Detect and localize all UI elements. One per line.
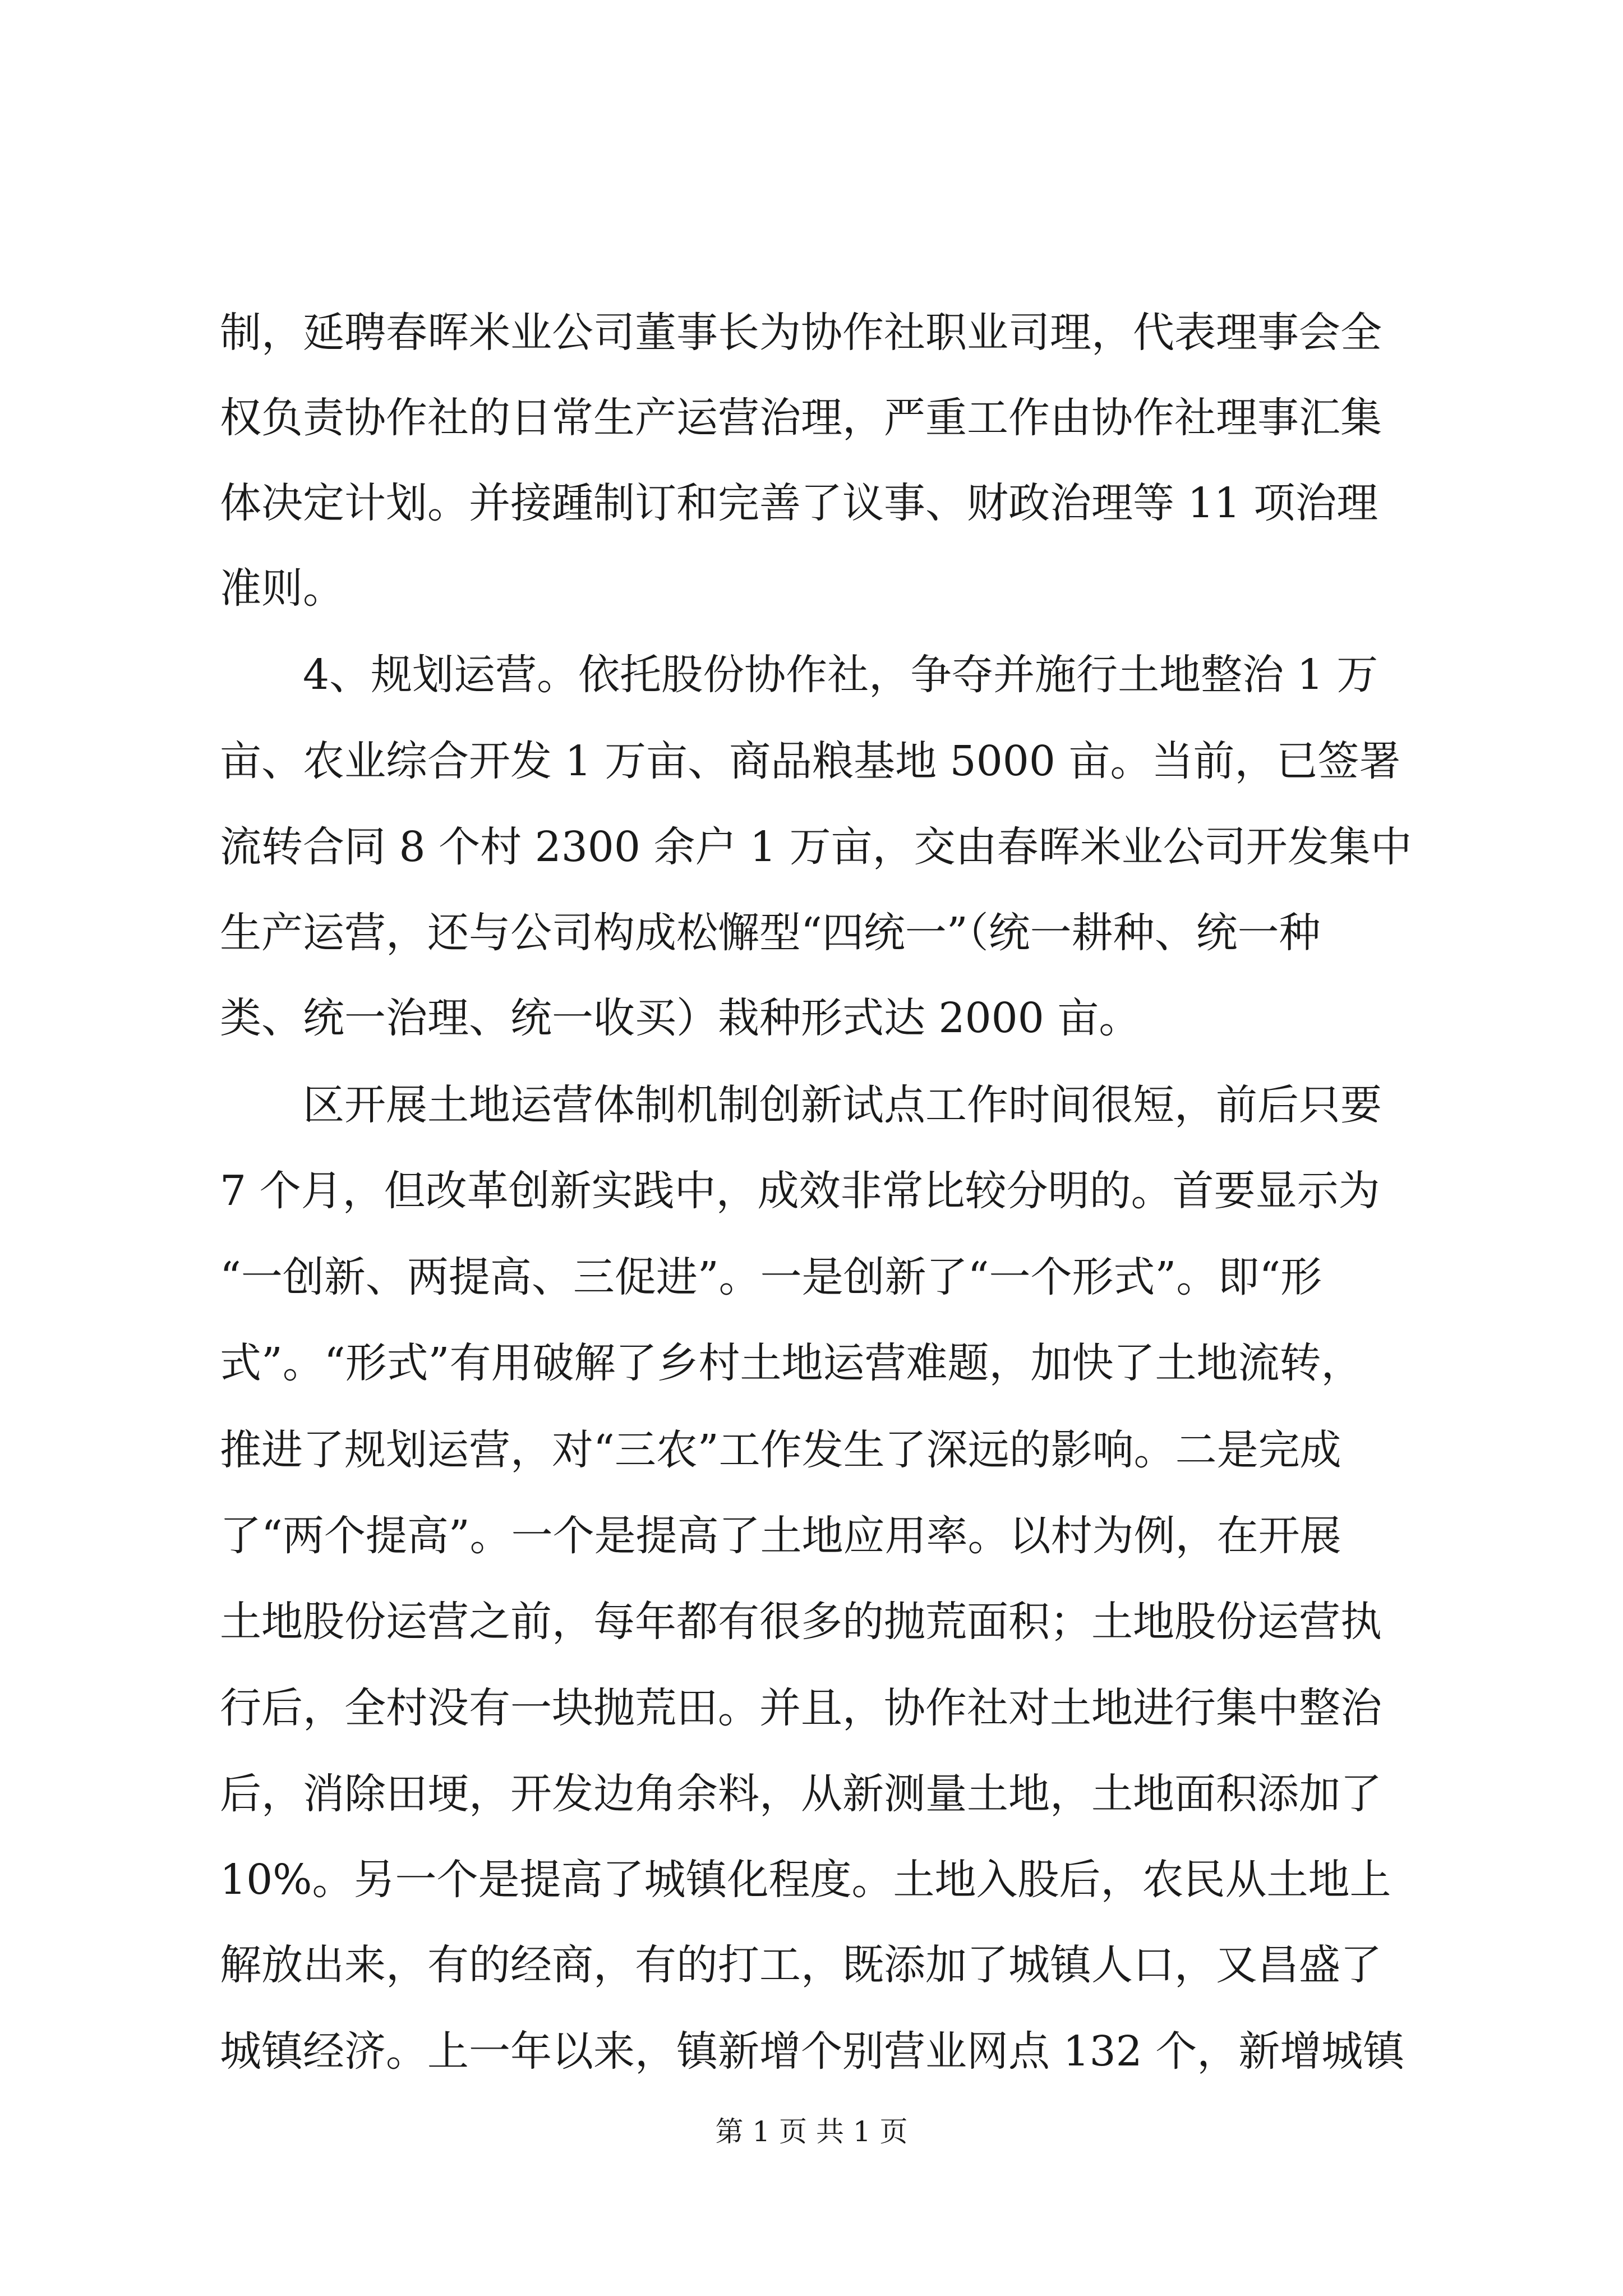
text-line: 生产运营，还与公司构成松懈型“四统一”（统一耕种、统一种 (220, 909, 1321, 957)
text-line: 推进了规划运营，对“三农”工作发生了深远的影响。二是完成 (220, 1426, 1341, 1474)
text-line: 权负责协作社的日常生产运营治理，严重工作由协作社理事汇集 (220, 394, 1382, 442)
text-line: 类、统一治理、统一收买）栽种形式达 2000 亩。 (220, 994, 1141, 1042)
text-line: 流转合同 8 个村 2300 余户 1 万亩，交由春晖米业公司开发集中 (220, 823, 1412, 871)
text-line: 准则。 (220, 564, 344, 613)
page-number-footer: 第 1 页 共 1 页 (715, 2115, 908, 2148)
text-line: 式”。“形式”有用破解了乡村土地运营难题，加快了土地流转， (220, 1339, 1363, 1387)
text-line: 后，消除田埂，开发边角余料，从新测量土地，土地面积添加了 (220, 1770, 1382, 1818)
text-line: 制，延聘春晖米业公司董事长为协作社职业司理，代表理事会全 (220, 309, 1382, 357)
text-line: 7 个月，但改革创新实践中，成效非常比较分明的。首要显示为 (220, 1167, 1380, 1215)
text-line: 解放出来，有的经商，有的打工，既添加了城镇人口，又昌盛了 (220, 1941, 1382, 1989)
text-line: 行后，全村没有一块抛荒田。并且，协作社对土地进行集中整治 (220, 1684, 1382, 1732)
text-line: 区开展土地运营体制机制创新试点工作时间很短，前后只要 (303, 1081, 1382, 1129)
text-line: 土地股份运营之前，每年都有很多的抛荒面积；土地股份运营执 (220, 1598, 1382, 1646)
text-line: 体决定计划。并接踵制订和完善了议事、财政治理等 11 项治理 (220, 479, 1378, 527)
text-line: 10%。另一个是提高了城镇化程度。土地入股后，农民从土地上 (220, 1856, 1391, 1904)
text-line: 亩、农业综合开发 1 万亩、商品粮基地 5000 亩。当前，已签署 (220, 737, 1401, 785)
text-line: 4、规划运营。依托股份协作社，争夺并施行土地整治 1 万 (303, 651, 1378, 699)
text-line: “一创新、两提高、三促进”。一是创新了“一个形式”。即“形 (220, 1253, 1322, 1301)
text-line: 城镇经济。上一年以来，镇新增个别营业网点 132 个，新增城镇 (220, 2027, 1405, 2076)
text-line: 了“两个提高”。一个是提高了土地应用率。以村为例，在开展 (220, 1512, 1341, 1560)
